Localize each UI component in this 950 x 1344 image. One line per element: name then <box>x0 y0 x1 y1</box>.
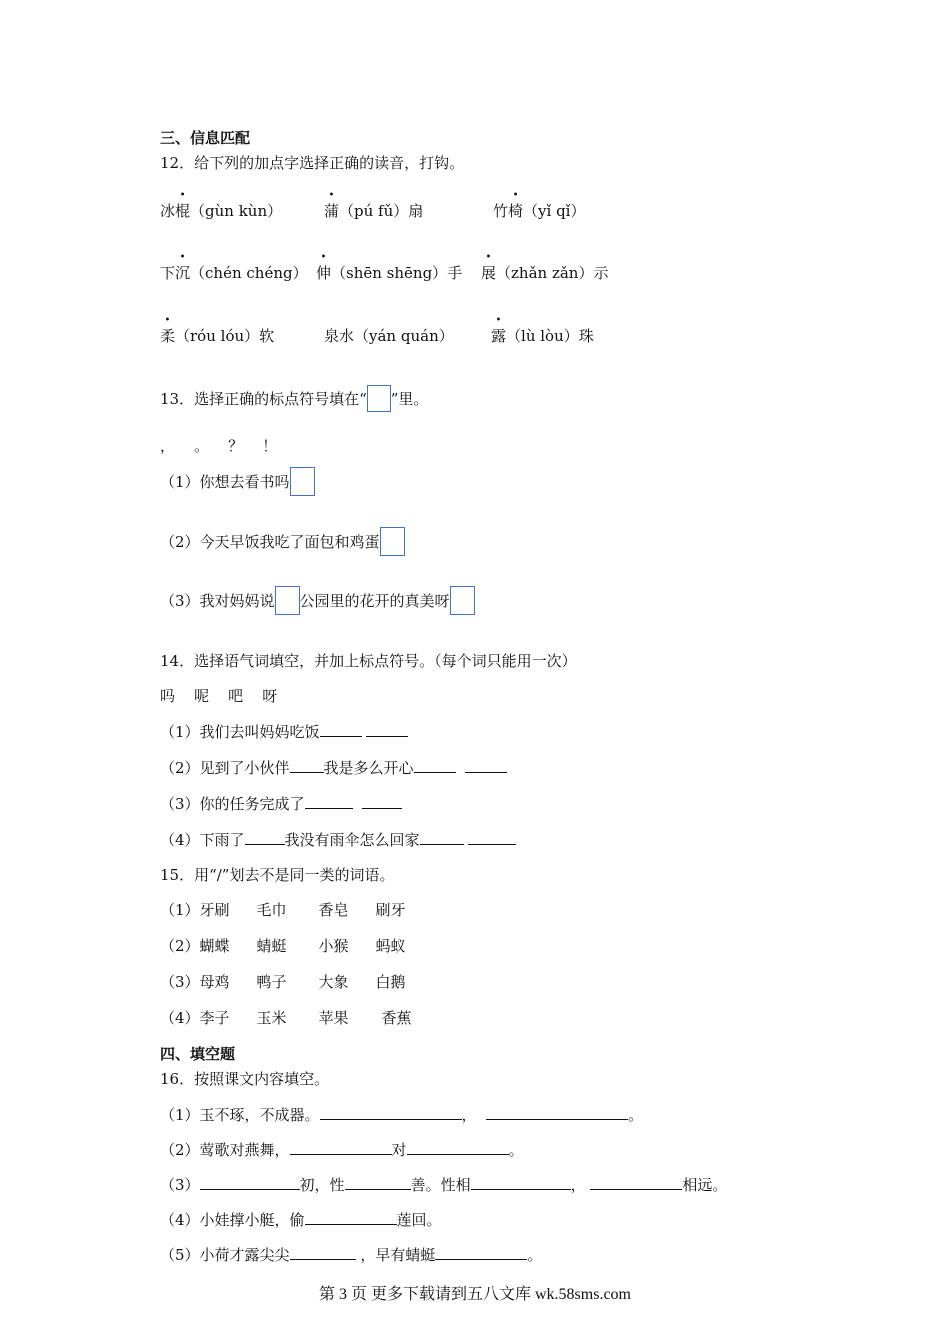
question-16-line: （3） 初，性 善。性相 ， 相远。 <box>160 1176 728 1194</box>
question-14-prompt: 14．选择语气词填空，并加上标点符号。（每个词只能用一次） <box>160 652 577 670</box>
pinyin-item: 冰棍（gùn kùn） <box>160 202 283 220</box>
pinyin-item: 泉水（yán quán） <box>324 327 454 345</box>
question-16-line: （4）小娃撑小艇，偷 莲回。 <box>160 1211 442 1229</box>
fill-blank[interactable] <box>362 793 402 809</box>
word-group-row: （1）牙刷 毛巾 香皂 刷牙 <box>160 901 406 919</box>
word[interactable]: 李子 <box>199 1009 230 1027</box>
word-group-row: （3）母鸡 鸭子 大象 白鹅 <box>160 973 406 991</box>
pinyin-item: 竹椅（yǐ qǐ） <box>493 202 586 220</box>
fill-blank[interactable] <box>468 829 516 845</box>
word[interactable]: 大象 <box>318 973 349 991</box>
fill-blank[interactable] <box>590 1174 682 1190</box>
fill-blank[interactable] <box>200 1174 300 1190</box>
pinyin-item: 蒲（pú fǔ）扇 <box>324 202 424 220</box>
word[interactable]: 香皂 <box>318 901 349 919</box>
fill-blank[interactable] <box>290 1244 356 1260</box>
word[interactable]: 蜻蜓 <box>256 937 287 955</box>
fill-blank[interactable] <box>465 757 507 773</box>
mood-word-options: 吗 呢 吧 呀 <box>160 687 278 705</box>
pinyin-item: 露（lù lòu）珠 <box>491 327 594 345</box>
question-12-prompt: 12．给下列的加点字选择正确的读音，打钩。 <box>160 154 465 172</box>
word[interactable]: 小猴 <box>318 937 349 955</box>
answer-box[interactable] <box>275 586 300 615</box>
question-14-sentence: （2）见到了小伙伴 我是多么开心 <box>160 757 507 778</box>
fill-blank[interactable] <box>290 757 324 773</box>
word-group-row: （2）蝴蝶 蜻蜓 小猴 蚂蚁 <box>160 937 406 955</box>
fill-blank[interactable] <box>420 829 464 845</box>
fill-blank[interactable] <box>320 1104 462 1120</box>
question-14-sentence: （3）你的任务完成了 <box>160 793 402 814</box>
answer-box[interactable] <box>290 467 315 496</box>
question-14-sentence: （4）下雨了 我没有雨伞怎么回家 <box>160 829 516 850</box>
pinyin-item: 柔（róu lóu）软 <box>160 327 275 345</box>
punctuation-options: ， 。 ？ ！ <box>160 437 278 455</box>
answer-box[interactable] <box>450 586 475 615</box>
fill-blank[interactable] <box>305 793 353 809</box>
pinyin-item: 展（zhǎn zǎn）示 <box>481 264 609 282</box>
pinyin-item: 下沉（chén chéng） <box>160 264 308 282</box>
question-13-sentence: （3）我对妈妈说 公园里的花开的真美呀 <box>160 586 475 615</box>
fill-blank[interactable] <box>366 721 408 737</box>
fill-blank[interactable] <box>305 1209 397 1225</box>
fill-blank[interactable] <box>345 1174 411 1190</box>
fill-blank[interactable] <box>407 1139 509 1155</box>
question-13-sentence: （2）今天早饭我吃了面包和鸡蛋 <box>160 527 405 556</box>
fill-blank[interactable] <box>486 1104 628 1120</box>
fill-blank[interactable] <box>320 721 362 737</box>
section-title: 三、信息匹配 <box>160 129 251 147</box>
fill-blank[interactable] <box>414 757 456 773</box>
question-13-prompt: 13．选择正确的标点符号填在“ ”里。 <box>160 385 428 412</box>
question-14-sentence: （1）我们去叫妈妈吃饭 <box>160 721 408 742</box>
word[interactable]: 刷牙 <box>375 901 406 919</box>
word[interactable]: 玉米 <box>256 1009 287 1027</box>
word[interactable]: 母鸡 <box>199 973 230 991</box>
question-15-prompt: 15．用“/”划去不是同一类的词语。 <box>160 866 395 884</box>
word[interactable]: 苹果 <box>318 1009 349 1027</box>
fill-blank[interactable] <box>290 1139 392 1155</box>
word[interactable]: 毛巾 <box>256 901 287 919</box>
question-13-sentence: （1）你想去看书吗 <box>160 467 315 496</box>
word[interactable]: 香蕉 <box>381 1009 412 1027</box>
word[interactable]: 蚂蚁 <box>375 937 406 955</box>
fill-blank[interactable] <box>245 829 285 845</box>
word[interactable]: 牙刷 <box>199 901 230 919</box>
word[interactable]: 白鹅 <box>375 973 406 991</box>
word[interactable]: 蝴蝶 <box>199 937 230 955</box>
fill-blank[interactable] <box>435 1244 527 1260</box>
question-16-line: （1）玉不琢，不成器。 ， 。 <box>160 1106 644 1124</box>
pinyin-item: 伸（shēn shēng）手 <box>316 264 463 282</box>
page-footer: 第 3 页 更多下载请到五八文库 wk.58sms.com <box>318 1286 631 1303</box>
question-16-line: （2）莺歌对燕舞， 对 。 <box>160 1141 524 1159</box>
section-title: 四、填空题 <box>160 1045 236 1063</box>
word-group-row: （4）李子 玉米 苹果 香蕉 <box>160 1009 412 1027</box>
fill-blank[interactable] <box>471 1174 571 1190</box>
question-16-line: （5）小荷才露尖尖 ，早有蜻蜓 。 <box>160 1246 543 1264</box>
question-16-prompt: 16．按照课文内容填空。 <box>160 1070 330 1088</box>
answer-box[interactable] <box>367 385 391 412</box>
word[interactable]: 鸭子 <box>256 973 287 991</box>
answer-box[interactable] <box>380 527 405 556</box>
